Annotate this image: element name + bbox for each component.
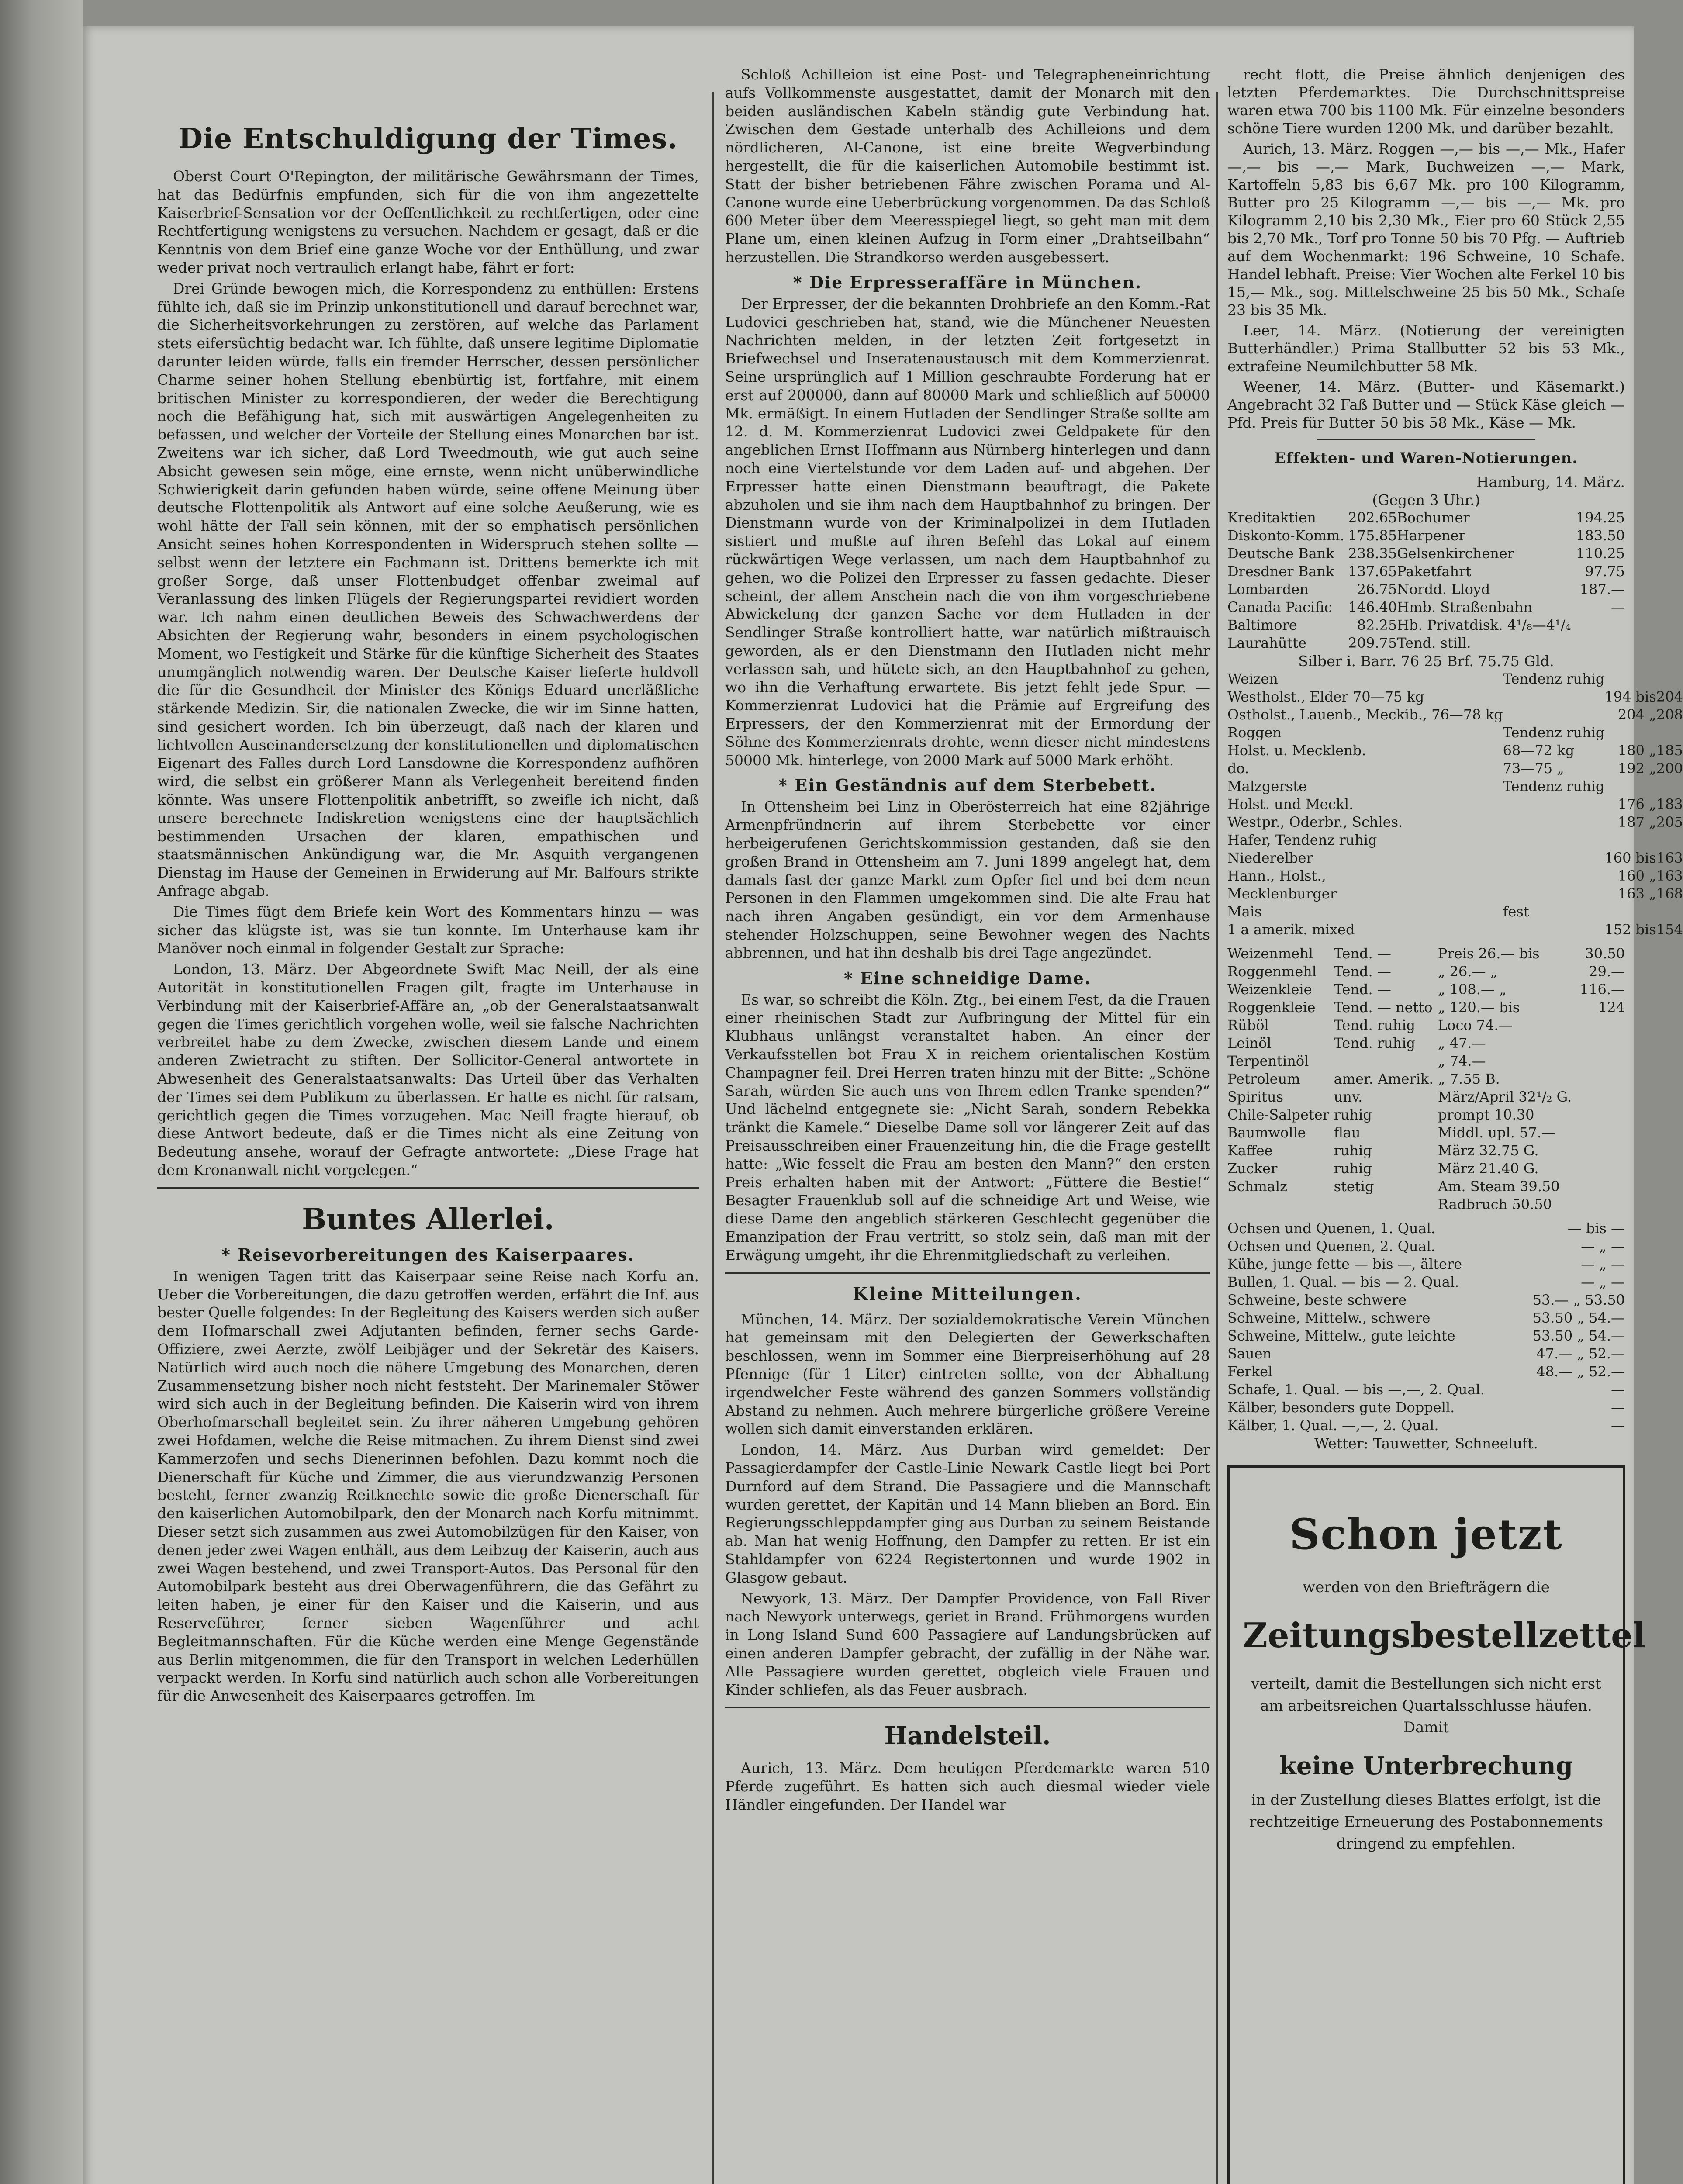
table-cell: Weizenmehl: [1227, 945, 1313, 962]
silver-quote: Silber i. Barr. 76 25 Brf. 75.75 Gld.: [1298, 653, 1554, 670]
market-quotes-place: Hamburg, 14. März.: [1476, 473, 1625, 491]
commodity-table: [1227, 670, 1683, 939]
table-cell: Harpener: [1397, 527, 1465, 544]
table-cell: 26.75: [1357, 581, 1397, 598]
paragraph: Die Times fügt dem Briefe kein Wort des Kommentars hinzu — was sicher das klügste ist, was sie tun konnte. Im Unterhause kam ihr Manöver noch einmal in folgender Gestalt zur Sprache:: [157, 903, 699, 957]
divider: [725, 1707, 1210, 1708]
newspaper-page: [83, 26, 1683, 2184]
table-cell: Malzgerste: [1227, 778, 1307, 795]
table-cell: Laurahütte: [1227, 635, 1307, 651]
table-row: [1227, 849, 1683, 867]
paragraph: Oberst Court O'Repington, der militärische Gewährsmann der Times, hat das Bedürfnis empfunden, sich für die von ihm angezettelte Kaiserbrief-Sensation vor der Oeffentlichkeit zu rechtfertigen, oder eine Rechtfertigung wenigstens zu versuchen. Nachdem er gesagt, daß er die Kenntnis von dem Brief eine ganze Woche vor der Enthüllung, und zwar weder privat noch vertraulich erlangt habe, fährt er fort:: [157, 168, 699, 276]
table-cell: Dresdner Bank: [1227, 563, 1334, 580]
table-cell: 97.75: [1585, 563, 1625, 580]
table-cell: [1578, 1070, 1625, 1088]
table-cell: Lombarden: [1227, 581, 1309, 598]
table-cell: 68—72 kg: [1503, 742, 1575, 759]
paragraph: Schloß Achilleion ist eine Post- und Telegrapheneinrichtung aufs Vollkommenste ausgestattet, damit der Monarch mit den beiden ausländischen Kabeln ständig gute Verbindung hat. Zwischen dem Gestade unterhalb des Achilleions und dem nördlicheren, Al-Canone, ist eine breite Wegverbindung hergestellt, die für die kaiserlichen Automobile bestimmt ist. Statt der bisher betriebenen Fähre zwischen Porama und Al-Canone wurde eine Ueberbrückung vorgenommen. Da das Schloß 600 Meter über dem Meeresspiegel liegt, so geht man mit dem Plane um, einen kleinen Aufzug in Form einer „Drahtseilbahn“ herzustellen. Die Strandkorso werden ausgebessert.: [725, 66, 1210, 266]
table-cell: 175.85: [1348, 527, 1397, 544]
table-row: [1227, 1160, 1625, 1178]
table-cell: Mais: [1227, 903, 1262, 920]
table-cell: ruhig: [1334, 1160, 1372, 1177]
paragraph: Der Erpresser, der die bekannten Drohbriefe an den Komm.-Rat Ludovici geschrieben hat, stand, wie die Münchener Neuesten Nachrichten melden, in der letzten Zeit fortgesetzt in Briefwechsel und Inseratenaustausch mit dem Kommerzienrat. Seine ursprünglich auf 1 Million geschraubte Forderung hat er erst auf 200000, dann auf 80000 Mark und schließlich auf 50000 Mk. ermäßigt. In einem Hutladen der Sendlinger Straße sollte am 12. d. M. Kommerzienrat Ludovici zwei Geldpakete für den angeblichen Ernst Hoffmann aus Nürnberg hinterlegen und dann noch eine Viertelstunde vor dem Laden auf- und abgehen. Der Erpresser hatte einen Dienstmann beauftragt, die Pakete abzuholen und sie ihm nach dem Hauptbahnhof zu bringen. Der Dienstmann wurde von der Kriminalpolizei in dem Hutladen sistiert und mußte auf ihren Befehl das Lokal auf einem rückwärtigen Wege verlassen, um nach dem Hauptbahnhof zu gehen, wo die Polizei den Erpresser zu fassen gedachte. Dieser scheint, der allem Anschein nach die von ihm vorgeschriebene Abwickelung der ganzen Sache vor dem Hutladen in der Sendlinger Straße kontrolliert hatte, war natürlich mißtrauisch geworden, als er den Dienstmann den Hutladen nicht mehr verlassen sah, und hütete sich, an den Hauptbahnhof zu gehen, wo ihn die Verhaftung erwartete. Bis jetzt fehlt jede Spur. — Kommerzienrat Ludovici hat die Prämie auf Ergreifung des Erpressers, der den Kommerzienrat mit der Ermordung der Söhne des Kommerzienrats drohte, wenn dieser nicht mindestens 50000 Mk. hinterlege, von 2000 Mark auf 5000 Mark erhöht.: [725, 295, 1210, 769]
table-cell: [1578, 1124, 1625, 1142]
table-cell: [1604, 724, 1656, 742]
table-cell: Baltimore: [1227, 617, 1297, 633]
column-divider: [712, 92, 714, 2184]
table-row: [1227, 1381, 1625, 1399]
paragraph: Aurich, 13. März. Roggen —,— bis —,— Mk., Hafer —,— bis —,— Mark, Buchweizen —,— Mark, Kartoffeln 5,83 bis 6,67 Mk. pro 100 Kilogramm, Butter pro 25 Kilogramm —,— bis —,— Mk. pro Kilogramm 2,10 bis 2,30 Mk., Eier pro 60 Stück 2,55 bis 2,70 Mk., Torf pro Tonne 50 bis 70 Pfg. — Auftrieb auf dem Wochenmarkt: 196 Schweine, 10 Schafe. Handel lebhaft. Preise: Vier Wochen alte Ferkel 10 bis 15,— Mk., sog. Mittelschweine 25 bis 50 Mk., Schafe 23 bis 35 Mk.: [1227, 140, 1625, 318]
table-row: [1227, 1220, 1625, 1237]
table-cell: Weizenkleie: [1227, 981, 1312, 998]
table-cell: Holst. und Meckl.: [1227, 796, 1354, 812]
table-cell: Schmalz: [1227, 1178, 1287, 1195]
table-cell: Hafer, Tendenz ruhig: [1227, 832, 1377, 848]
table-cell: Kaffee: [1227, 1142, 1273, 1159]
divider: [157, 1187, 699, 1189]
market-quotes-title: Effekten- und Waren-Notierungen.: [1274, 449, 1578, 467]
table-cell: 183.50: [1576, 527, 1625, 544]
page-edge: [0, 0, 83, 2184]
table-row: [1227, 509, 1625, 527]
table-cell: März/April 32¹/₂ G.: [1438, 1089, 1572, 1105]
table-cell: 192 „: [1617, 760, 1656, 777]
table-row: [1227, 1070, 1625, 1088]
table-row: [1227, 1345, 1625, 1363]
table-cell: 185: [1656, 742, 1683, 759]
ad-text: in der Zustellung dieses Blattes erfolgt, ist die rechtzeitige Erneuerung des Postabonnements dringend zu empfehlen.: [1249, 1791, 1603, 1852]
table-cell: Bullen, 1. Qual. — bis — 2. Qual.: [1227, 1274, 1459, 1290]
paragraph: Newyork, 13. März. Der Dampfer Providence, von Fall River nach Newyork unterwegs, geriet in Brand. Frühmorgens wurden in Long Island Sund 600 Passagiere auf Landungsbrücken auf einen anderen Dampfer gebracht, der zufällig in der Nähe war. Alle Passagiere wurden gerettet, obgleich viele Frauen und Kinder schliefen, als das Feuer ausbrach.: [725, 1590, 1210, 1698]
table-row: [1227, 945, 1625, 963]
table-row: [1227, 1255, 1625, 1273]
paragraph: In Ottensheim bei Linz in Oberösterreich hat eine 82jährige Armenpfründnerin auf ihrem Sterbebette vor einer herbeigerufenen Gerichtskommission gestanden, daß sie den großen Brand in Ottensheim am 7. Juni 1899 angelegt hat, dem damals fast der ganze Markt zum Opfer fiel und bei dem neun Personen in den Flammen umgekommen sind. Die alte Frau hat nach ihren Angaben gesündigt, ein vor dem Armenhause stehender Holzschuppen, seine Bewohner wegen des Nachts abbrennen, und hat ihn deshalb bis drei Tage angezündet.: [725, 798, 1210, 961]
table-cell: amer. Amerik.: [1334, 1071, 1434, 1087]
table-row: [1227, 885, 1683, 903]
section-title-kleine-mitteilungen: Kleine Mitteilungen.: [853, 1283, 1082, 1304]
table-cell: „ 26.— „: [1438, 963, 1498, 980]
table-cell: Paketfahrt: [1397, 563, 1472, 580]
paragraph: London, 14. März. Aus Durban wird gemeldet: Der Passagierdampfer der Castle-Linie Newark Castle liegt bei Port Durnford auf dem Strand. Die Passagiere und die Mannschaft wurden gerettet, der Kapitän und 14 Mann blieben an Bord. Ein Regierungsschleppdampfer ging aus Durban zu seinem Beistande ab. Man hat wenig Hoffnung, den Dampfer zu retten. Er ist ein Stahldampfer von 6224 Registertonnen und wurde 1902 in Glasgow gebaut.: [725, 1441, 1210, 1586]
subheading: * Eine schneidige Dame.: [843, 968, 1092, 988]
table-cell: Nordd. Lloyd: [1397, 581, 1490, 598]
table-row: [1227, 563, 1625, 581]
weather-note: Wetter: Tauwetter, Schneeluft.: [1314, 1435, 1538, 1452]
table-cell: Gelsenkirchener: [1397, 545, 1514, 562]
paragraph: In wenigen Tagen tritt das Kaiserpaar seine Reise nach Korfu an. Ueber die Vorbereitungen, die dazu getroffen werden, erfährt die Inf. aus bester Quelle folgendes: In der Begleitung des Kaisers werden sich außer dem Hofmarschall zwei Adjutanten befinden, ferner sechs Garde-Offiziere, zwei Aerzte, zwölf Leibjäger und der Sekretär des Kaisers. Natürlich wird auch noch die nähere Umgebung des Monarchen, deren Zusammensetzung bisher noch nicht feststeht. Der Marinemaler Stöwer wird sich auch in der Begleitung befinden. Die Kaiserin wird von ihrem Oberhofmarschall begleitet sein. Zu ihrer näheren Umgebung gehören zwei Hofdamen, welche die Reise mitmachen. Zu ihrem Dienst sind zwei Kammerzofen und sechs Dienerinnen befohlen. Dazu kommt noch die Dienerschaft für Küche und Zimmer, die aus vierundzwanzig Personen besteht, ferner zwanzig Reitknechte sowie die große Dienerschaft für den kaiserlichen Automobilpark, den der Monarch nach Korfu mitnimmt. Dieser setzt sich zusammen aus zwei Automobilzügen für den Kaiser, von denen jeder zwei Wagen enthält, aus dem Leibzug der Kaiserin, auch aus zwei Wagen bestehend, und zwei Transport-Autos. Das Personal für den Automobilpark besteht aus drei Oberwagenführern, die das Gefährt zu leiten haben, je einer für den Kaiser und die Kaiserin, und aus Reserveführer, ferner sieben Wagenführer und acht Begleitmannschaften. Für die Küche werden eine Menge Gegenstände aus Berlin mitgenommen, die für den Transport in welchen Lederhüllen verpackt werden. In Korfu sind natürlich auch schon alle Vorbereitungen für die Anwesenheit des Kaiserpaares getroffen. Im: [157, 1267, 699, 1705]
table-cell: ruhig: [1334, 1142, 1372, 1159]
table-row: [1227, 1124, 1625, 1142]
divider: [1317, 439, 1536, 440]
column-2: [725, 66, 1210, 2184]
subheading: * Reisevorbereitungen des Kaiserpaares.: [221, 1244, 635, 1265]
table-row: [1227, 963, 1625, 981]
table-cell: März 21.40 G.: [1438, 1160, 1539, 1177]
table-row: [1227, 598, 1625, 616]
table-cell: 238.35: [1348, 545, 1397, 562]
table-cell: Terpentinöl: [1227, 1053, 1309, 1069]
table-cell: 29.—: [1589, 963, 1625, 980]
table-cell: Ferkel: [1227, 1363, 1273, 1380]
table-cell: Holst. u. Mecklenb.: [1227, 742, 1366, 759]
table-cell: [1503, 849, 1605, 867]
paragraph: Es war, so schreibt die Köln. Ztg., bei einem Fest, da die Frauen einer rheinischen Stadt zur Aufbringung der Mittel für ein Klubhaus unlängst veranstaltet haben. An einer der Verkaufsstellen bot Frau X in reichem orientalischen Kostüm Champagner feil. Drei Herren traten hinzu mit der Bitte: „Schöne Sarah, würden Sie auch uns von Ihrem edlen Tranke spenden?“ Und lächelnd entgegnete sie: „Nicht Sarah, sondern Rebekka tränkt die Kamele.“ Dieselbe Dame soll vor längerer Zeit auf das Preisausschreiben einer Frauenzeitung hin, die die Frage gestellt hatte: „Wie fesselt die Frau am besten den Mann?“ den ersten Preis erhalten haben mit der Antwort: „Füttere die Bestie!“ Besagter Frauenklub soll auf die schneidige Art und Weise, wie diese Dame den angeblich stärkeren Geschlecht gegenüber die Emanzipation der Frau vertritt, so stolz sein, daß man mit der Erwägung umgeht, ihr die Ehrenmitgliedschaft zu verleihen.: [725, 991, 1210, 1264]
paragraph: Aurich, 13. März. Dem heutigen Pferdemarkte waren 510 Pferde zugeführt. Es hatten sich auch diesmal wieder viele Händler eingefunden. Der Handel war: [725, 1759, 1210, 1813]
table-cell: Rüböl: [1227, 1017, 1269, 1033]
table-row: [1227, 1106, 1625, 1124]
ad-headline: Schon jetzt: [1289, 1510, 1563, 1559]
table-row: [1227, 1034, 1625, 1052]
table-cell: [1503, 921, 1605, 939]
table-row: [1227, 1088, 1625, 1106]
table-cell: Loco 74.—: [1438, 1017, 1513, 1033]
table-cell: Middl. upl. 57.—: [1438, 1124, 1556, 1141]
table-row: [1227, 706, 1683, 724]
column-divider: [1216, 92, 1218, 2184]
table-cell: Kreditaktien: [1227, 509, 1316, 526]
table-cell: Tend. —: [1334, 945, 1391, 962]
table-cell: Kühe, junge fette — bis —, ältere: [1227, 1256, 1462, 1272]
table-cell: 154: [1656, 921, 1683, 938]
table-row: [1227, 742, 1683, 760]
table-row: [1227, 999, 1625, 1016]
table-cell: prompt 10.30: [1438, 1106, 1534, 1123]
table-cell: 163 „: [1617, 885, 1656, 902]
table-row: [1227, 1237, 1625, 1255]
table-cell: Diskonto-Komm.: [1227, 527, 1344, 544]
table-cell: — „ —: [1581, 1238, 1625, 1254]
table-cell: „ 108.— „: [1438, 981, 1507, 998]
table-cell: 176 „: [1617, 796, 1656, 812]
table-cell: stetig: [1334, 1178, 1374, 1195]
table-row: [1227, 1399, 1625, 1417]
table-cell: —: [1611, 1417, 1625, 1434]
table-row: [1227, 903, 1683, 921]
table-cell: [1334, 1052, 1438, 1070]
table-cell: Roggenkleie: [1227, 999, 1316, 1016]
table-cell: [1656, 903, 1683, 921]
table-cell: 30.50: [1585, 945, 1625, 962]
table-cell: Tend. ruhig: [1334, 1017, 1416, 1033]
table-cell: [1604, 670, 1656, 688]
table-cell: 146.40: [1348, 599, 1397, 615]
table-cell: —: [1611, 1381, 1625, 1398]
paragraph: Weener, 14. März. (Butter- und Käsemarkt.) Angebracht 32 Faß Butter und — Stück Käse gleich — Pfd. Preis für Butter 50 bis 58 Mk., Käse — Mk.: [1227, 378, 1625, 431]
table-cell: Niederelber: [1227, 850, 1313, 866]
table-cell: — „ —: [1581, 1256, 1625, 1272]
table-cell: Tendenz ruhig: [1503, 670, 1605, 687]
table-cell: ruhig: [1334, 1106, 1372, 1123]
table-cell: 47.— „ 52.—: [1536, 1345, 1625, 1362]
table-row: [1227, 760, 1683, 778]
table-cell: 183: [1656, 796, 1683, 812]
table-cell: 194.25: [1576, 509, 1625, 526]
table-cell: Ostholst., Lauenb., Meckib., 76—78 kg: [1227, 706, 1503, 723]
table-cell: [1503, 795, 1605, 813]
table-cell: [1604, 778, 1656, 795]
subheading: * Ein Geständnis auf dem Sterbebett.: [778, 775, 1157, 795]
table-cell: 187.—: [1579, 581, 1625, 598]
table-cell: [1578, 1106, 1625, 1124]
column-3: [1227, 66, 1683, 2184]
table-cell: [1578, 1196, 1625, 1213]
table-row: [1227, 670, 1683, 688]
table-cell: 160 „: [1617, 867, 1656, 884]
table-cell: [1578, 1088, 1625, 1106]
table-row: [1227, 616, 1625, 634]
table-cell: Am. Steam 39.50: [1438, 1178, 1560, 1195]
table-row: [1227, 795, 1683, 813]
table-cell: — bis —: [1567, 1220, 1625, 1237]
table-cell: Westholst., Elder 70—75 kg: [1227, 688, 1424, 705]
table-cell: — „ —: [1581, 1274, 1625, 1290]
table-row: [1227, 724, 1683, 742]
table-cell: 187 „: [1617, 814, 1656, 830]
table-cell: [1503, 813, 1605, 831]
table-row: [1227, 1417, 1625, 1434]
table-cell: 53.— „ 53.50: [1532, 1292, 1625, 1308]
table-cell: do.: [1227, 760, 1249, 777]
table-cell: [1578, 1142, 1625, 1160]
table-cell: unv.: [1334, 1089, 1363, 1105]
ad-text: werden von den Briefträgern die: [1303, 1579, 1550, 1596]
ad-headline-2: Zeitungsbestellzettel: [1243, 1616, 1646, 1655]
table-cell: [1575, 616, 1625, 634]
table-row: [1227, 1016, 1625, 1034]
table-cell: [1227, 1196, 1334, 1213]
table-cell: [1503, 867, 1605, 885]
table-cell: fest: [1503, 903, 1529, 920]
table-cell: —: [1611, 599, 1625, 615]
article-title-times: Die Entschuldigung der Times.: [178, 122, 678, 155]
table-cell: Tend. ruhig: [1334, 1035, 1416, 1051]
table-cell: Ochsen und Quenen, 2. Qual.: [1227, 1238, 1436, 1254]
advertisement-box: [1227, 1465, 1646, 2184]
table-row: [1227, 581, 1625, 598]
table-cell: [1656, 724, 1683, 742]
table-row: [1227, 527, 1625, 545]
table-cell: Sauen: [1227, 1345, 1272, 1362]
table-cell: [1503, 688, 1605, 706]
table-cell: Mecklenburger: [1227, 885, 1337, 902]
table-cell: „ 7.55 B.: [1438, 1071, 1500, 1087]
table-cell: Ochsen und Quenen, 1. Qual.: [1227, 1220, 1436, 1237]
table-cell: Chile-Salpeter: [1227, 1106, 1330, 1123]
table-cell: Roggen: [1227, 724, 1282, 741]
table-cell: 180 „: [1617, 742, 1656, 759]
table-cell: Tend. still.: [1397, 635, 1471, 651]
table-cell: [1503, 706, 1605, 724]
table-cell: [1578, 1034, 1625, 1052]
table-row: [1227, 1178, 1625, 1196]
table-cell: Tendenz ruhig: [1503, 778, 1605, 795]
table-cell: „ 74.—: [1438, 1053, 1486, 1069]
table-cell: [1503, 831, 1605, 849]
table-cell: 82.25: [1357, 617, 1397, 633]
table-cell: —: [1611, 1399, 1625, 1416]
table-cell: 205: [1656, 814, 1683, 830]
table-cell: Schweine, Mittelw., gute leichte: [1227, 1327, 1455, 1344]
commodity-table-2: [1227, 945, 1625, 1213]
table-cell: „ 120.— bis: [1438, 999, 1520, 1016]
table-cell: [1578, 1016, 1625, 1034]
table-cell: Hb. Privatdisk. 4¹/₈—4¹/₄: [1397, 617, 1571, 633]
table-cell: Tend. —: [1334, 981, 1391, 998]
section-title-handelsteil: Handelsteil.: [884, 1721, 1051, 1751]
table-row: [1227, 1142, 1625, 1160]
table-cell: „ 47.—: [1438, 1035, 1486, 1051]
section-title-buntes-allerlei: Buntes Allerlei.: [302, 1202, 554, 1236]
table-cell: [1334, 1196, 1438, 1213]
market-quotes-time: (Gegen 3 Uhr.): [1372, 491, 1480, 508]
table-cell: 168: [1656, 885, 1683, 902]
stock-quotes-table: [1227, 509, 1625, 652]
table-cell: Canada Pacific: [1227, 599, 1332, 615]
table-cell: Westpr., Oderbr., Schles.: [1227, 814, 1403, 830]
table-cell: 209.75: [1348, 635, 1397, 651]
table-cell: Kälber, 1. Qual. —,—, 2. Qual.: [1227, 1417, 1439, 1434]
table-cell: [1656, 670, 1683, 688]
table-cell: Leinöl: [1227, 1035, 1272, 1051]
table-cell: 137.65: [1348, 563, 1397, 580]
table-cell: Zucker: [1227, 1160, 1278, 1177]
table-cell: Schafe, 1. Qual. — bis —,—, 2. Qual.: [1227, 1381, 1485, 1398]
table-cell: 73—75 „: [1503, 760, 1564, 777]
table-cell: [1503, 885, 1605, 903]
table-cell: 1 a amerik. mixed: [1227, 921, 1355, 938]
table-cell: 116.—: [1579, 981, 1625, 998]
table-cell: 194 bis: [1604, 688, 1656, 705]
table-row: [1227, 1327, 1625, 1345]
paragraph: London, 13. März. Der Abgeordnete Swift Mac Neill, der als eine Autorität in konstitutionellen Fragen gilt, fragte im Unterhause in Verbindung mit der Kaiserbrief-Affäre an, „ob der Generalstaatsanwalt gegen die Times gerichtlich vorgehen wolle, weil sie falsche Nachrichten verbreitet habe zu dem Zwecke, zwischen diesem Lande und einem anderen Zwietracht zu stiften. Der Sollicitor-General antwortete in Abwesenheit des Generalstaatsanwalts: Das Urteil über das Verhalten der Times sei dem Publikum zu überlassen. Er hatte es nicht für ratsam, gerichtlich gegen die Times vorzugehen. Mac Neill fragte hierauf, ob diese Antwort bedeute, daß er die Times nicht als eine Zeitung von Bedeutung ansehe, worauf der Gefragte antwortete: „Diese Frage hat dem Kronanwalt nicht vorgelegen.“: [157, 961, 699, 1179]
table-cell: 204: [1656, 688, 1683, 705]
table-row: [1227, 1273, 1625, 1291]
table-cell: 53.50 „ 54.—: [1532, 1327, 1625, 1344]
table-cell: 208: [1656, 706, 1683, 723]
table-cell: 53.50 „ 54.—: [1532, 1310, 1625, 1326]
table-row: [1227, 831, 1683, 849]
table-cell: Radbruch 50.50: [1438, 1196, 1552, 1213]
table-cell: Weizen: [1227, 670, 1278, 687]
table-cell: 48.— „ 52.—: [1536, 1363, 1625, 1380]
column-1: [157, 66, 699, 2184]
divider: [725, 1272, 1210, 1274]
table-row: [1227, 1052, 1625, 1070]
table-row: [1227, 1196, 1625, 1213]
table-cell: Tend. —: [1334, 963, 1391, 980]
table-cell: Roggenmehl: [1227, 963, 1317, 980]
table-cell: 204 „: [1617, 706, 1656, 723]
table-cell: Spiritus: [1227, 1089, 1284, 1105]
table-cell: Deutsche Bank: [1227, 545, 1334, 562]
table-cell: Schweine, Mittelw., schwere: [1227, 1310, 1431, 1326]
table-cell: [1578, 1178, 1625, 1196]
paragraph: Leer, 14. März. (Notierung der vereinigten Butterhändler.) Prima Stallbutter 52 bis 53 Mk., extrafeine Neumilchbutter 58 Mk.: [1227, 322, 1625, 375]
table-cell: Preis 26.— bis: [1438, 945, 1540, 962]
ad-text: verteilt, damit die Bestellungen sich nicht erst am arbeitsreichen Quartalsschlusse häufen. Damit: [1251, 1675, 1601, 1736]
table-cell: März 32.75 G.: [1438, 1142, 1539, 1159]
table-row: [1227, 1291, 1625, 1309]
table-cell: Bochumer: [1397, 509, 1470, 526]
table-row: [1227, 867, 1683, 885]
table-cell: 152 bis: [1604, 921, 1656, 938]
table-row: [1227, 634, 1625, 652]
table-cell: 110.25: [1576, 545, 1625, 562]
table-cell: 200: [1656, 760, 1683, 777]
table-cell: Schweine, beste schwere: [1227, 1292, 1407, 1308]
table-row: [1227, 981, 1625, 999]
paragraph: recht flott, die Preise ähnlich denjenigen des letzten Pferdemarktes. Die Durchschnittspreise waren etwa 700 bis 1100 Mk. Für einzelne besonders schöne Tiere wurden 1200 Mk. und darüber bezahlt.: [1227, 66, 1625, 137]
table-cell: 160 bis: [1604, 850, 1656, 866]
table-cell: 124: [1598, 999, 1625, 1016]
table-cell: Baumwolle: [1227, 1124, 1306, 1141]
table-cell: flau: [1334, 1124, 1361, 1141]
table-cell: 163: [1656, 850, 1683, 866]
table-cell: [1575, 634, 1625, 652]
table-cell: [1656, 778, 1683, 795]
table-cell: Tend. — netto: [1334, 999, 1433, 1016]
table-row: [1227, 1363, 1625, 1381]
table-cell: Hmb. Straßenbahn: [1397, 599, 1533, 615]
table-row: [1227, 545, 1625, 563]
table-row: [1227, 1309, 1625, 1327]
table-cell: 202.65: [1348, 509, 1397, 526]
table-cell: Hann., Holst.,: [1227, 867, 1326, 884]
paragraph: Drei Gründe bewogen mich, die Korrespondenz zu enthüllen: Erstens fühlte ich, daß sie im Prinzip unkonstitutionell und darauf berechnet war, die Sicherheitsvorkehrungen zu zerstören, auf welche das Parlament stets eifersüchtig bedacht war. Ich fühlte, daß unsere legitime Diplomatie darunter leiden würde, falls ein fremder Herrscher, dessen persönlicher Charme seiner hohen Stellung ebenbürtig ist, fortfahre, mit einem britischen Minister zu korrespondieren, der weder die Berechtigung noch die Befähigung hat, sich mit auswärtigen Angelegenheiten zu befassen, und welcher der Vorteile der Stellung eines Monarchen bar ist. Zweitens war ich sicher, daß Lord Tweedmouth, wie gut auch seine Absicht gewesen sein möge, eine ernste, wenn nicht unüberwindliche Schwierigkeit darin gefunden haben würde, seine offene Meinung über deutsche Flottenpolitik als Antwort auf eine solche Aeußerung, wie es wohl hätte der Fall sein können, mit der so emphatisch persönlichen Ansicht seines hohen Korrespondenten in Widerspruch stehen sollte — selbst wenn der letztere ein Fachmann ist. Drittens bemerkte ich mit großer Sorge, daß unser Flottenbudget offenbar zweimal auf Veranlassung des linken Flügels der Regierungspartei revidiert worden war. Ich nahm einen deutlichen Beweis des Schwachwerdens der Absichten der Regierung wahr, besonders in einem psychologischen Moment, wo Festigkeit und Stärke für die künftige Sicherheit des Staates unumgänglich notwendig waren. Der Deutsche Kaiser lieferte huldvoll die für die Gesundheit der Minister des Königs Eduard unerläßliche stärkende Medizin. Sir, die nationalen Zwecke, die wir im Sinne hatten, sind gesichert worden. Ich bin überzeugt, daß nach der klaren und lichtvollen Auseinandersetzung der konstitutionellen und diplomatischen Eigenart des Falles durch Lord Lansdowne die Korrespondenz aufhören wird, die selbst ein größerer Mann als Verlegenheit bereitend finden könnte. Was unsere Flottenpolitik anbetrifft, so zweifle ich nicht, daß unsere berechnete Indiskretion wenigstens eine der hauptsächlich bestimmenden Ursachen der klaren, empathischen und staatsmännischen Ankündigung war, die Mr. Asquith vergangenen Dienstag im Hause der Gemeinen in Erwiderung auf Mr. Balfours strikte Anfrage abgab.: [157, 280, 699, 900]
table-row: [1227, 921, 1683, 939]
ad-headline-3: keine Unterbrechung: [1279, 1752, 1573, 1780]
table-cell: Petroleum: [1227, 1071, 1300, 1087]
table-cell: Kälber, besonders gute Doppell.: [1227, 1399, 1455, 1416]
subheading: * Die Erpresseraffäre in München.: [793, 272, 1142, 292]
table-cell: Tendenz ruhig: [1503, 724, 1605, 741]
table-row: [1227, 688, 1683, 706]
table-cell: [1578, 1160, 1625, 1178]
paragraph: München, 14. März. Der sozialdemokratische Verein München hat gemeinsam mit den Delegierten der Gewerkschaften beschlossen, wenn im Sommer eine Bierpreiserhöhung auf 28 Pfennige (für 1 Liter) eintreten sollte, von der Abhaltung irgendwelcher Feste während des ganzen Sommers vollständig Abstand zu nehmen. Auch mehrere bürgerliche größere Vereine wollen sich damit einverstanden erklären.: [725, 1310, 1210, 1438]
table-cell: [1578, 1052, 1625, 1070]
table-row: [1227, 778, 1683, 795]
table-row: [1227, 813, 1683, 831]
livestock-table: [1227, 1220, 1625, 1434]
table-cell: [1604, 831, 1656, 849]
table-cell: 163: [1656, 867, 1683, 884]
table-cell: [1604, 903, 1656, 921]
table-cell: [1656, 831, 1683, 849]
